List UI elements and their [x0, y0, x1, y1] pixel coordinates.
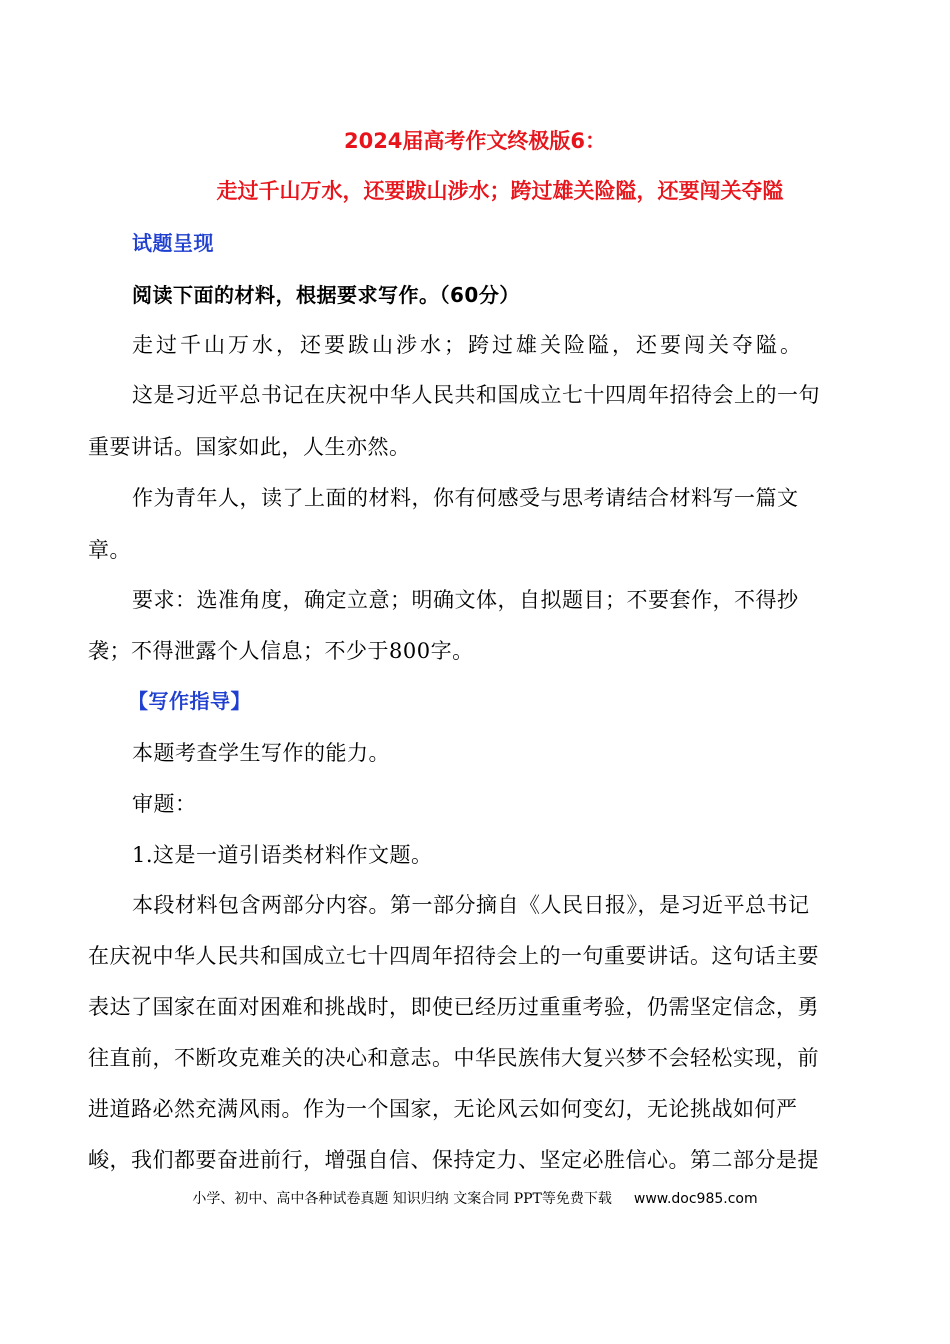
guidance-intro: 本题考查学生写作的能力。 — [132, 741, 390, 765]
analysis-paragraph-line: 往直前，不断攻克难关的决心和意志。中华民族伟大复兴梦不会轻松实现，前 — [88, 1046, 819, 1070]
requirements-line: 要求：选准角度，确定立意；明确文体，自拟题目；不要套作，不得抄 — [132, 588, 799, 612]
question-prompt: 阅读下面的材料，根据要求写作。（60分） — [132, 283, 520, 307]
analysis-paragraph-line: 峻，我们都要奋进前行，增强自信、保持定力、坚定必胜信心。第二部分是提 — [88, 1148, 819, 1172]
section-heading-guidance: 【写作指导】 — [128, 689, 251, 713]
section-heading-question: 试题呈现 — [132, 231, 214, 255]
analysis-paragraph-line: 在庆祝中华人民共和国成立七十四周年招待会上的一句重要讲话。这句话主要 — [88, 944, 819, 968]
analysis-paragraph-line: 进道路必然充满风雨。作为一个国家，无论风云如何变幻，无论挑战如何严 — [88, 1097, 798, 1121]
guidance-point: 1.这是一道引语类材料作文题。 — [132, 843, 433, 867]
footer-site-link[interactable]: www.doc985.com — [633, 1191, 758, 1207]
material-paragraph-line: 重要讲话。国家如此，人生亦然。 — [88, 435, 411, 459]
analysis-paragraph-line: 本段材料包含两部分内容。第一部分摘自《人民日报》，是习近平总书记 — [132, 893, 810, 917]
task-paragraph-line: 作为青年人，读了上面的材料，你有何感受与思考请结合材料写一篇文 — [132, 486, 799, 510]
guidance-subheading: 审题： — [132, 792, 197, 816]
document-title-line2: 走过千山万水，还要跋山涉水；跨过雄关险隘，还要闯关夺隘 — [216, 179, 784, 203]
page-footer — [0, 1188, 950, 1210]
analysis-paragraph-line: 表达了国家在面对困难和挑战时，即使已经历过重重考验，仍需坚定信念，勇 — [88, 995, 819, 1019]
material-paragraph-line: 这是习近平总书记在庆祝中华人民共和国成立七十四周年招待会上的一句 — [132, 383, 820, 407]
document-title-line1: 2024届高考作文终极版6： — [343, 129, 607, 153]
footer-text: 小学、初中、高中各种试卷真题 知识归纳 文案合同 PPT等免费下载 — [192, 1191, 612, 1207]
material-quote: 走过千山万水，还要跋山涉水；跨过雄关险隘，还要闯关夺隘。 — [132, 333, 804, 357]
requirements-line: 袭；不得泄露个人信息；不少于800字。 — [88, 639, 474, 663]
task-paragraph-line: 章。 — [88, 538, 131, 562]
